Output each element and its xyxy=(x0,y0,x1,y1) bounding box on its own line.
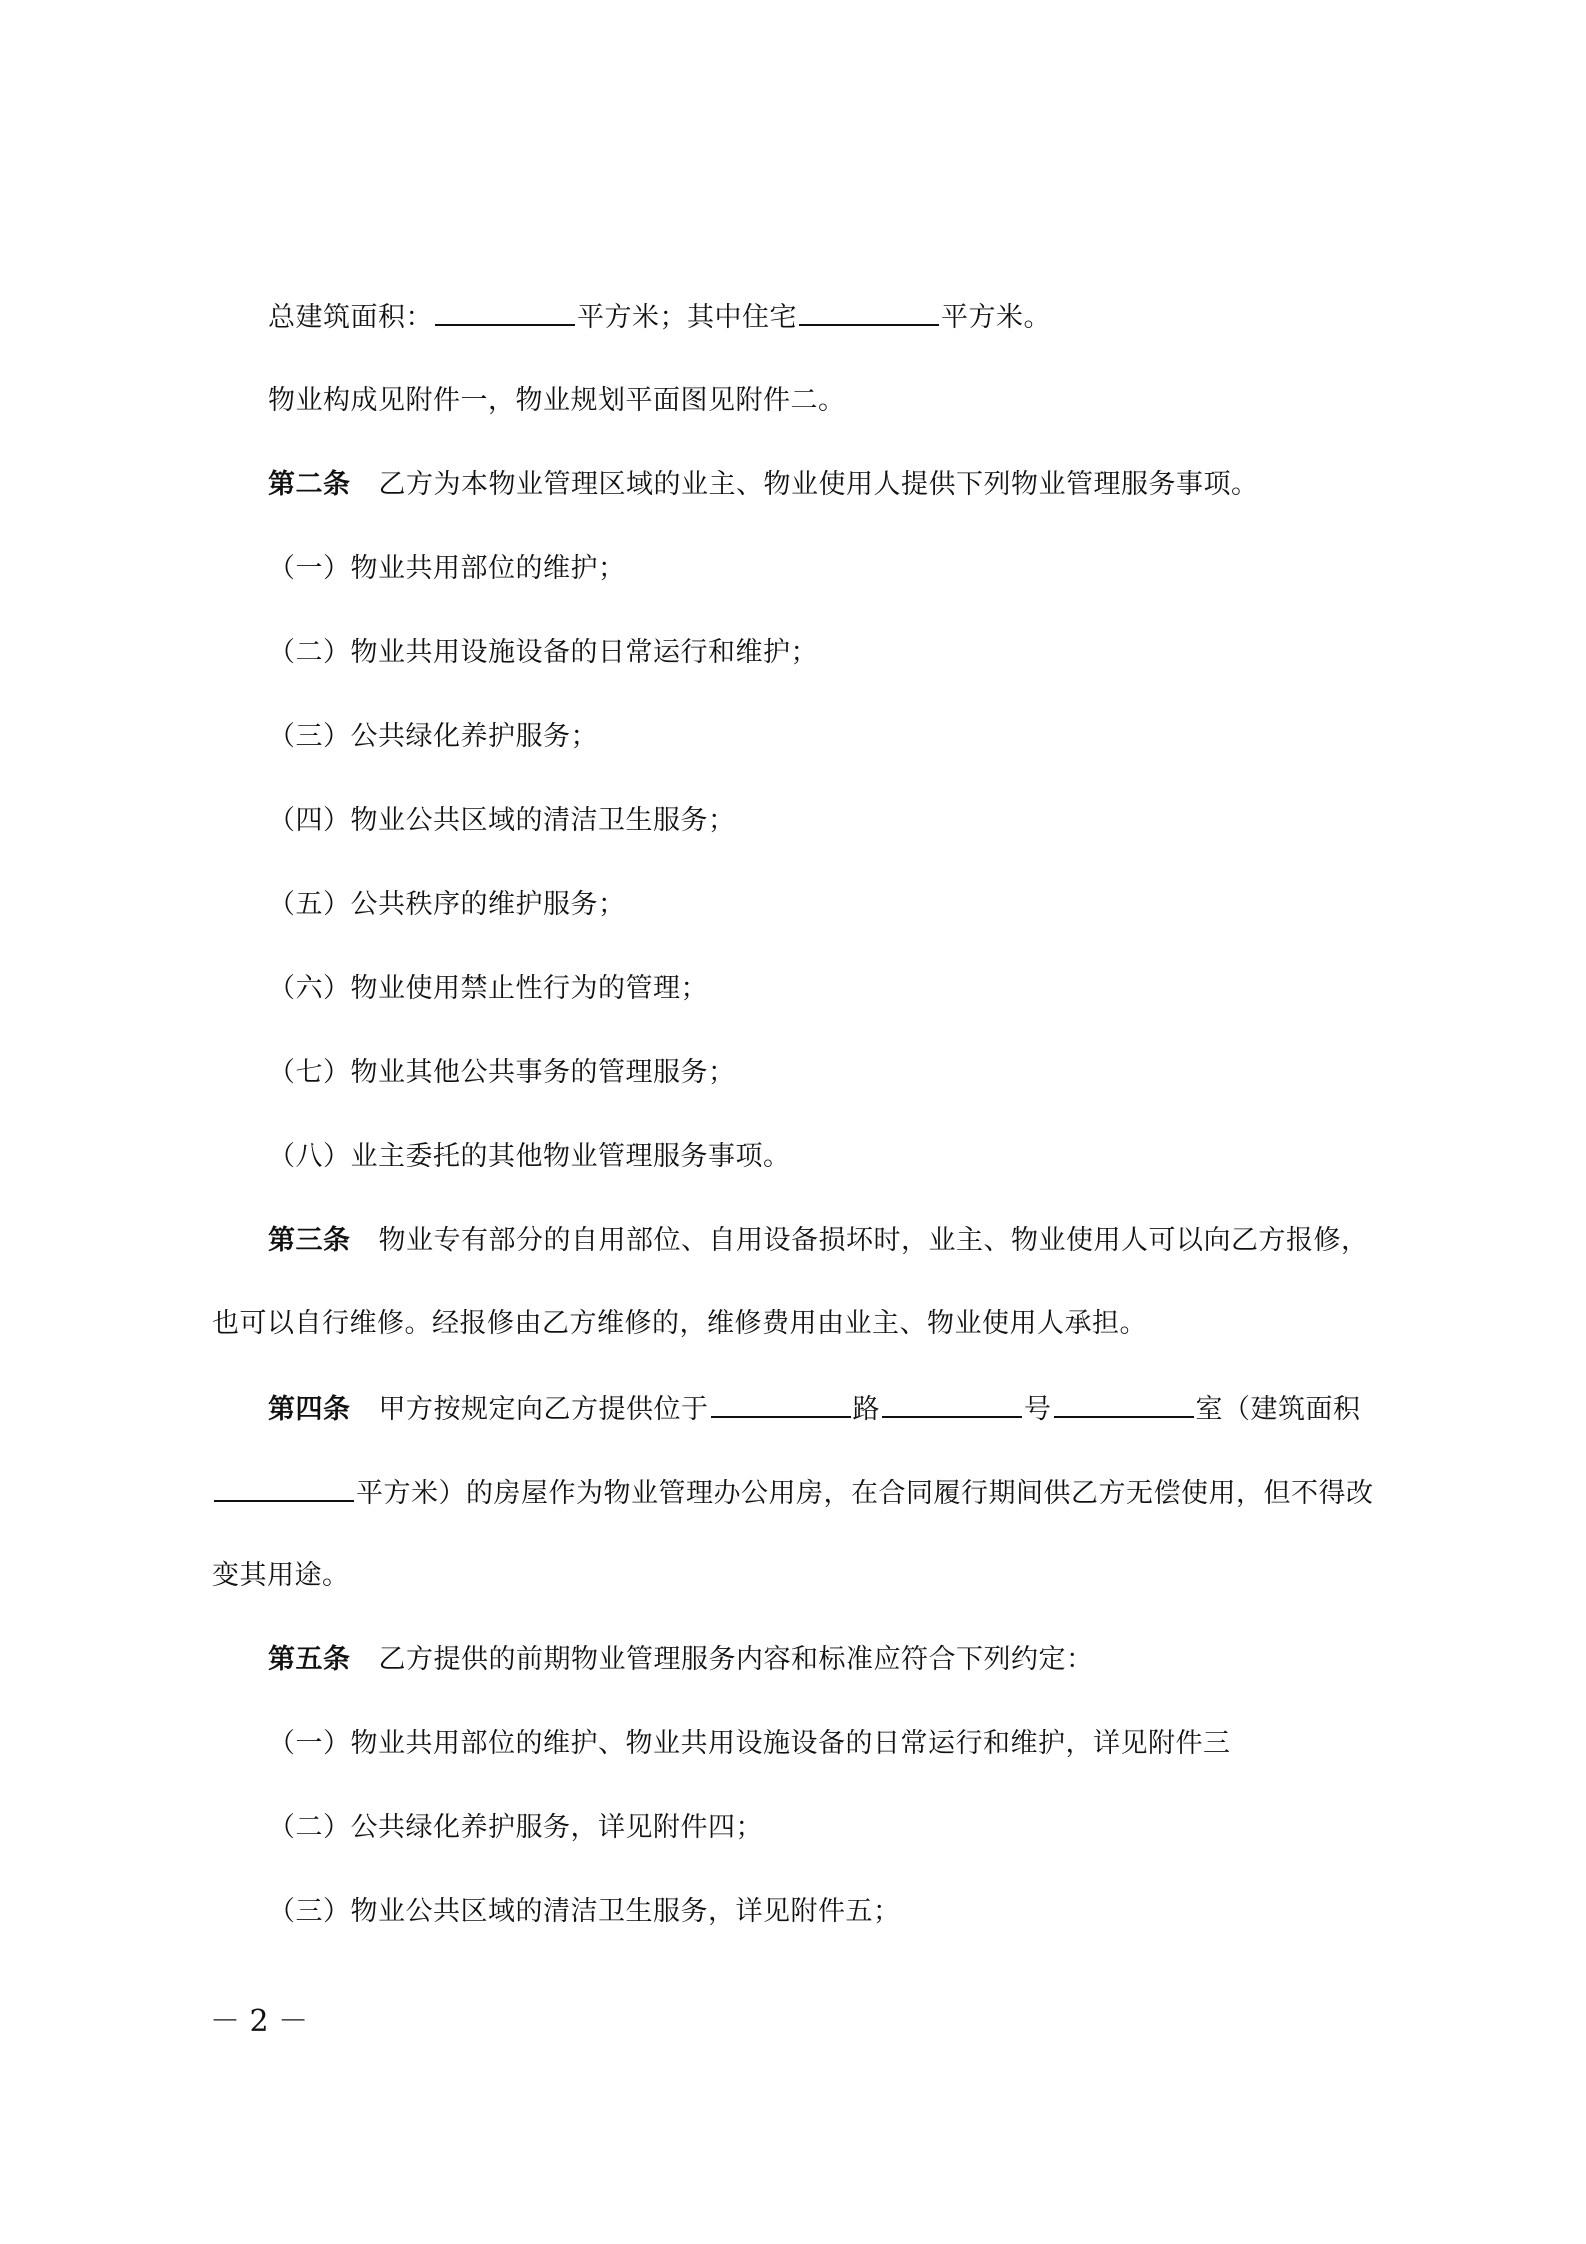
residential-area-blank xyxy=(799,298,939,326)
standard-item-1: （一）物业共用部位的维护、物业共用设施设备的日常运行和维护，详见附件三 xyxy=(268,1728,1231,1759)
article-5 xyxy=(268,1642,1094,1678)
number-blank xyxy=(882,1390,1022,1418)
number-label: 号 xyxy=(1024,1394,1052,1425)
article-3-text: 物业专有部分的自用部位、自用设备损坏时，业主、物业使用人可以向乙方报修， xyxy=(378,1225,1369,1256)
service-item-6: （六）物业使用禁止性行为的管理； xyxy=(268,973,708,1004)
road-blank xyxy=(711,1390,851,1418)
area-unit-end: 平方米。 xyxy=(941,302,1051,333)
standard-item-3: （三）物业公共区域的清洁卫生服务，详见附件五； xyxy=(268,1896,901,1927)
article-3-heading: 第三条 xyxy=(268,1225,351,1256)
office-area-blank xyxy=(214,1474,354,1502)
article-4-text-b: 平方米）的房屋作为物业管理办公用房，在合同履行期间供乙方无偿使用，但不得改 xyxy=(356,1478,1374,1509)
article-5-heading: 第五条 xyxy=(268,1644,351,1675)
article-4-continued xyxy=(212,1474,1374,1512)
service-item-1: （一）物业共用部位的维护； xyxy=(268,553,626,584)
room-label: 室（建筑面积 xyxy=(1195,1394,1361,1425)
residential-area-label: 平方米；其中住宅 xyxy=(577,302,797,333)
article-4-heading: 第四条 xyxy=(268,1394,351,1425)
service-item-3: （三）公共绿化养护服务； xyxy=(268,721,598,752)
service-item-7: （七）物业其他公共事务的管理服务； xyxy=(268,1057,736,1088)
service-item-5: （五）公共秩序的维护服务； xyxy=(268,889,626,920)
service-item-4: （四）物业公共区域的清洁卫生服务； xyxy=(268,805,736,836)
article-2 xyxy=(268,467,1259,503)
article-2-text: 乙方为本物业管理区域的业主、物业使用人提供下列物业管理服务事项。 xyxy=(378,469,1259,500)
article-4 xyxy=(268,1390,1361,1428)
service-item-2: （二）物业共用设施设备的日常运行和维护； xyxy=(268,637,818,668)
room-blank xyxy=(1054,1390,1194,1418)
road-label: 路 xyxy=(852,1394,880,1425)
article-5-text: 乙方提供的前期物业管理服务内容和标准应符合下列约定： xyxy=(378,1644,1094,1675)
article-3 xyxy=(268,1223,1369,1259)
composition-line: 物业构成见附件一，物业规划平面图见附件二。 xyxy=(268,385,846,416)
total-area-label: 总建筑面积： xyxy=(268,302,433,333)
article-4-end: 变其用途。 xyxy=(212,1560,350,1591)
page-number: － 2 － xyxy=(210,2004,309,2039)
article-2-heading: 第二条 xyxy=(268,469,351,500)
article-4-text-a: 甲方按规定向乙方提供位于 xyxy=(378,1394,709,1425)
standard-item-2: （二）公共绿化养护服务，详见附件四； xyxy=(268,1812,763,1843)
total-area-line xyxy=(268,298,1051,336)
total-area-blank xyxy=(435,298,575,326)
article-3-continued: 也可以自行维修。经报修由乙方维修的，维修费用由业主、物业使用人承担。 xyxy=(212,1308,1147,1339)
service-item-8: （八）业主委托的其他物业管理服务事项。 xyxy=(268,1141,791,1172)
